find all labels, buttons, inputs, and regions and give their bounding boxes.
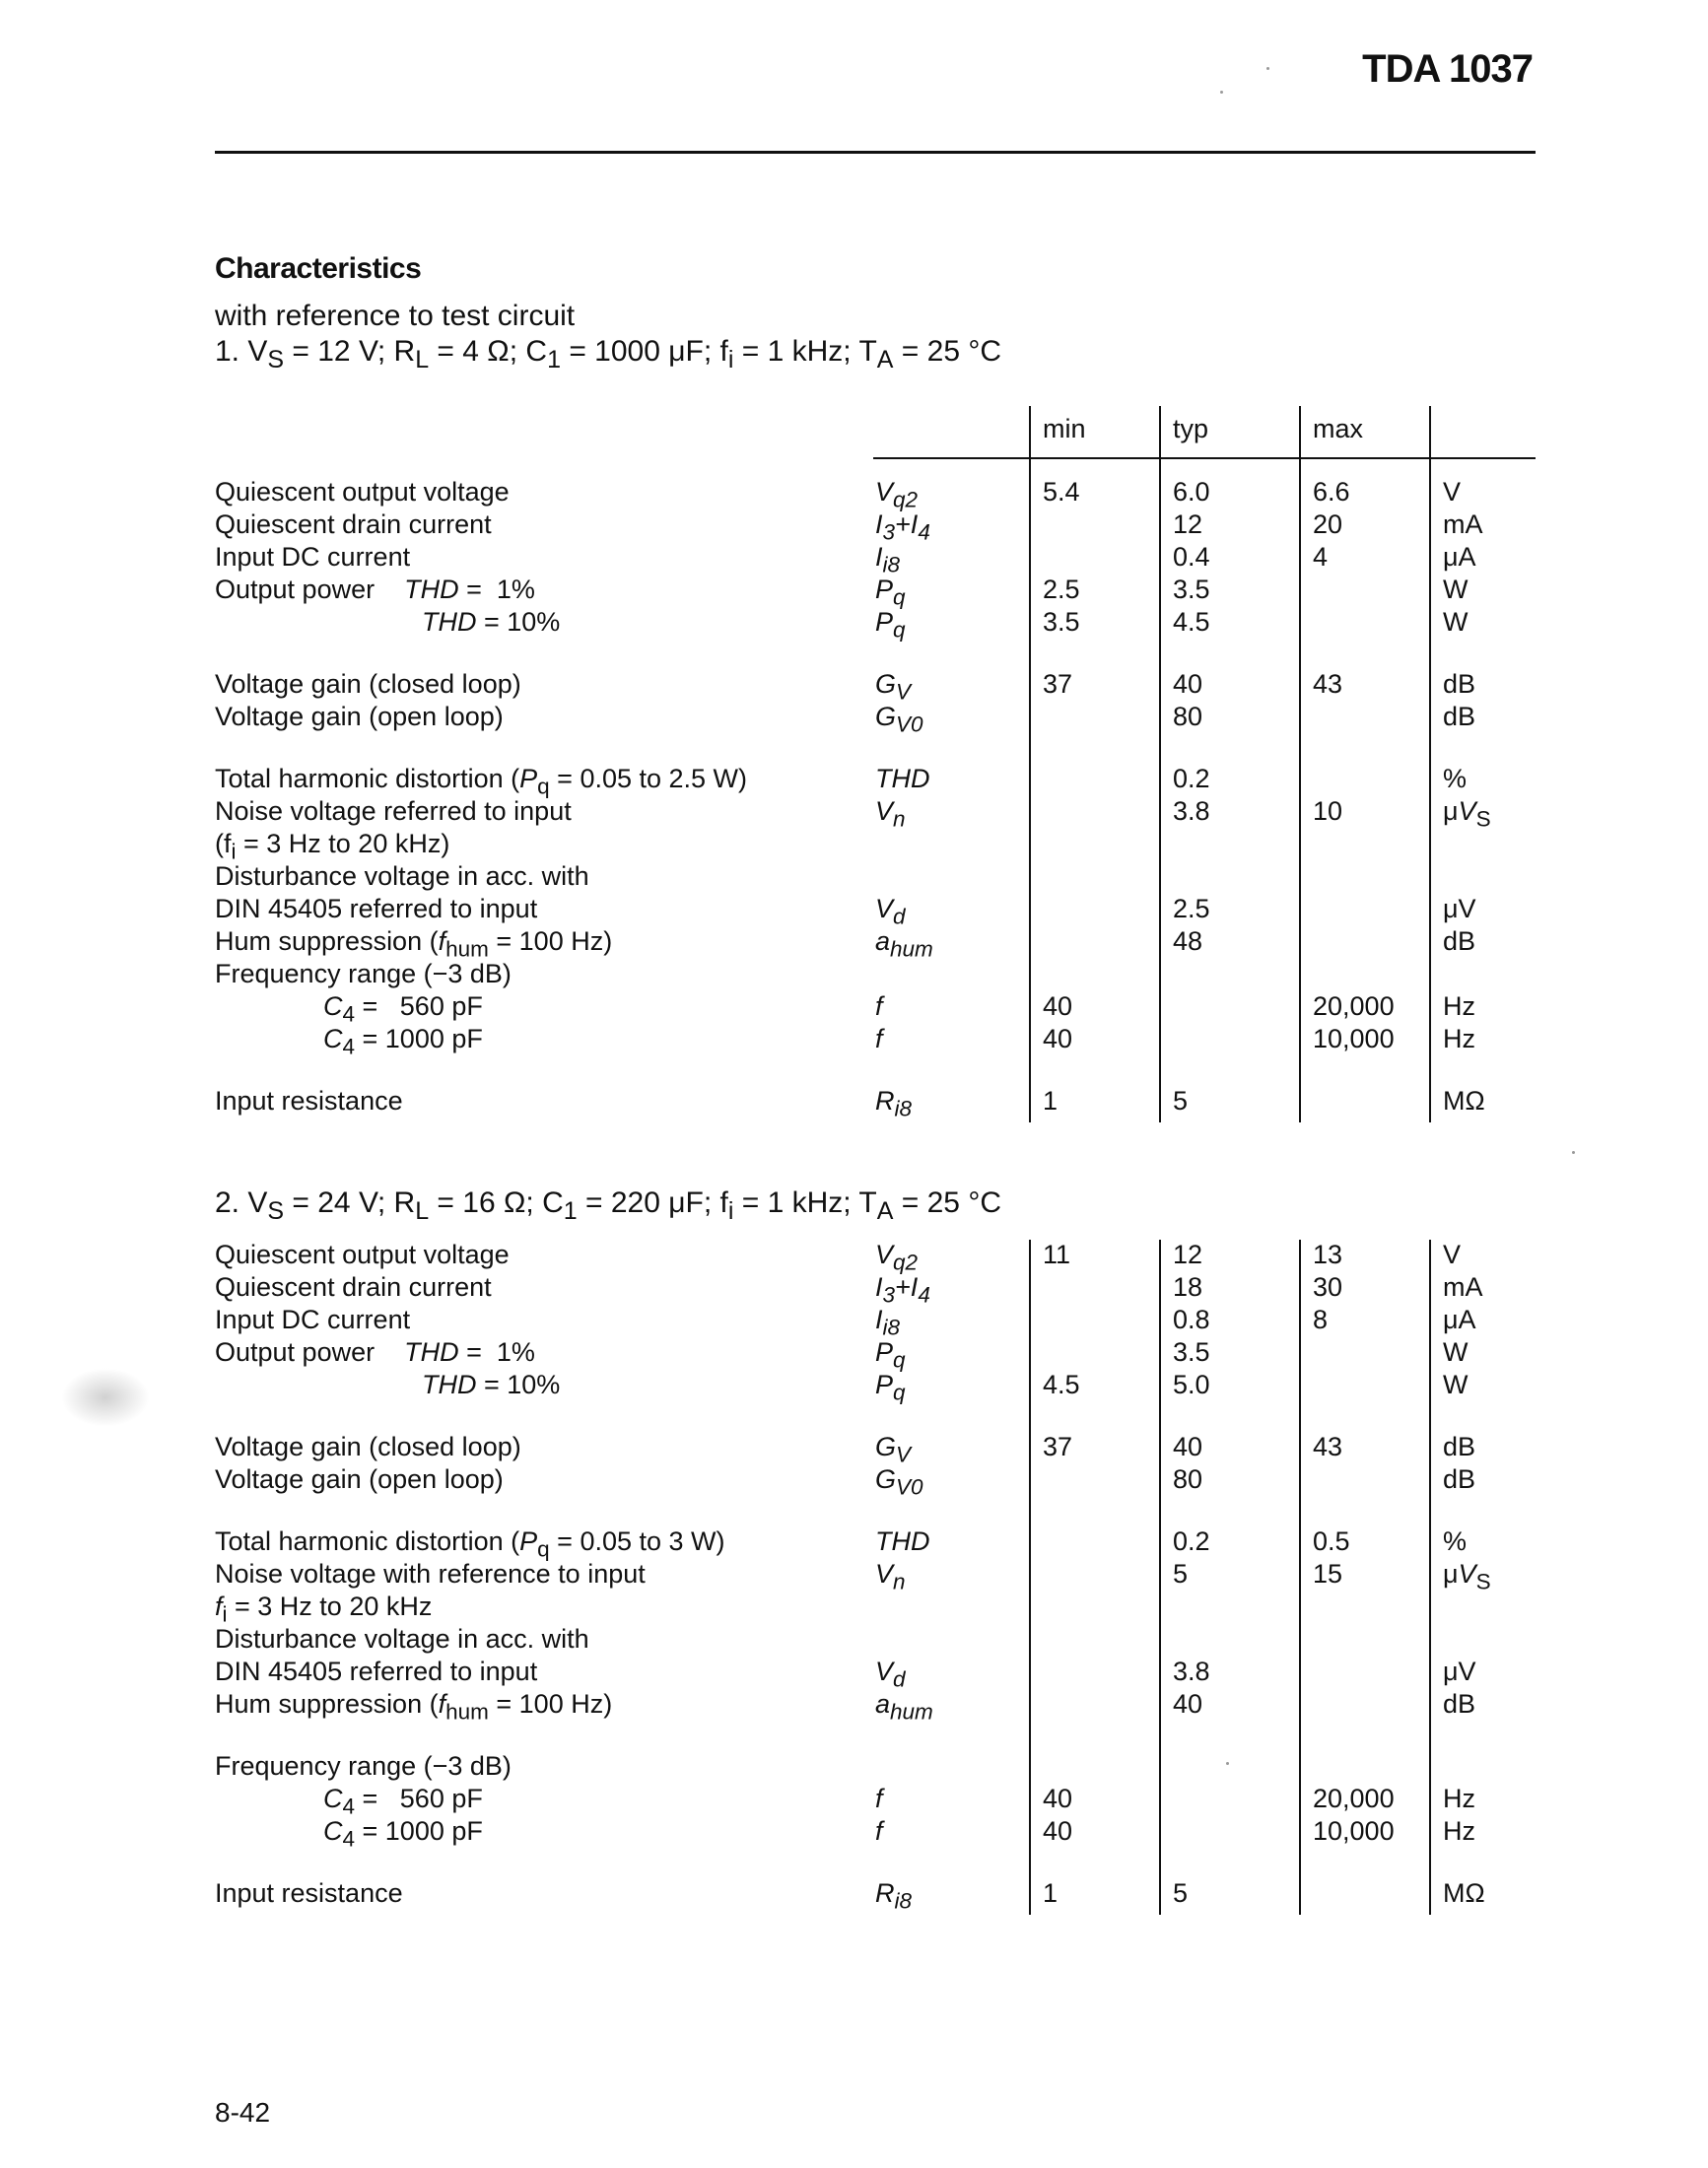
row-max: 10,000	[1313, 1024, 1395, 1053]
row-min: 40	[1043, 1784, 1073, 1813]
scan-speck	[1226, 1762, 1229, 1765]
row-symbol: f	[875, 1816, 883, 1846]
table-row	[215, 1526, 1536, 1562]
row-max: 0.5	[1313, 1526, 1350, 1556]
table-row	[215, 1624, 1536, 1657]
row-label: Total harmonic distortion ($P_q = 0.05$ to 3 W)	[215, 1526, 725, 1562]
row-symbol: $a_{hum}$	[875, 1689, 933, 1725]
row-max: 10,000	[1313, 1816, 1395, 1846]
row-unit: V	[1443, 477, 1462, 507]
table-header	[215, 406, 1536, 457]
column-min-header: min	[1043, 414, 1086, 443]
row-max: 30	[1313, 1272, 1343, 1302]
column-divider	[1029, 406, 1031, 1122]
row-typ: 3.8	[1173, 796, 1210, 826]
row-typ: 5.0	[1173, 1370, 1210, 1399]
table-row	[215, 926, 1536, 962]
column-divider	[1159, 1240, 1161, 1915]
column-max-header: max	[1313, 414, 1364, 443]
row-symbol: $V_n$	[875, 796, 906, 832]
row-symbol: f	[875, 991, 883, 1021]
row-symbol: $G_{V0}$	[875, 1464, 923, 1500]
row-typ: 5	[1173, 1086, 1189, 1116]
row-symbol: $G_{V0}$	[875, 702, 923, 737]
row-unit: MΩ	[1443, 1086, 1485, 1116]
row-label: Disturbance voltage in acc. with	[215, 1624, 589, 1654]
row-unit: W	[1443, 1337, 1469, 1367]
table-row	[215, 796, 1536, 832]
table-row	[215, 1559, 1536, 1592]
row-unit: Hz	[1443, 1784, 1475, 1813]
row-label: Quiescent drain current	[215, 1272, 492, 1302]
row-unit: μA	[1443, 542, 1476, 572]
row-label: Voltage gain (open loop)	[215, 702, 504, 731]
row-unit: dB	[1443, 1689, 1476, 1719]
section-subtitle: with reference to test circuit	[215, 300, 576, 332]
row-label: $C_4 = 1000$ pF	[323, 1024, 483, 1059]
row-symbol: THD	[875, 1526, 930, 1556]
row-label: Quiescent output voltage	[215, 1240, 510, 1269]
table-row	[215, 1592, 1536, 1627]
row-symbol: $P_q$	[875, 607, 906, 643]
row-max: 20,000	[1313, 1784, 1395, 1813]
row-label: Total harmonic distortion ($P_q = 0.05$ to 2.5 W)	[215, 764, 748, 799]
row-unit: Hz	[1443, 1024, 1475, 1053]
test-condition-2: 2. $V_S = 24$ V; $R_L = 16$ Ω; $C_1 = 220$ μF; $f_i = 1$ kHz; $T_A = 25$ °C	[215, 1186, 1001, 1225]
row-unit: V	[1443, 1240, 1462, 1269]
row-label: THD = 10%	[422, 1370, 561, 1399]
row-typ: 40	[1173, 1689, 1203, 1719]
table-row	[215, 764, 1536, 799]
row-max: 6.6	[1313, 477, 1350, 507]
row-max: 10	[1313, 796, 1343, 826]
row-symbol: $I_3+I_4$	[875, 1272, 930, 1308]
row-label: DIN 45405 referred to input	[215, 894, 538, 923]
row-unit: μV	[1443, 1657, 1476, 1686]
row-typ: 80	[1173, 702, 1203, 731]
row-unit: %	[1443, 1526, 1468, 1556]
row-label: Noise voltage referred to input	[215, 796, 572, 826]
table-row	[215, 1272, 1536, 1308]
row-unit: W	[1443, 607, 1469, 637]
table-row	[215, 575, 1536, 610]
row-typ: 12	[1173, 509, 1203, 539]
row-label: Hum suppression ($f_{hum} = 100$ Hz)	[215, 1689, 613, 1725]
table-row	[215, 542, 1536, 575]
row-min: 5.4	[1043, 477, 1080, 507]
row-symbol: $R_{i8}$	[875, 1086, 913, 1121]
row-symbol: $V_{q2}$	[875, 477, 919, 512]
row-max: 43	[1313, 1432, 1343, 1461]
row-unit: Hz	[1443, 991, 1475, 1021]
row-symbol: $P_q$	[875, 575, 906, 610]
row-typ: 48	[1173, 926, 1203, 956]
test-condition-1: 1. $V_S = 12$ V; $R_L = 4$ Ω; $C_1 = 1000$ μF; $f_i = 1$ kHz; $T_A = 25$ °C	[215, 335, 1002, 373]
column-divider	[1159, 406, 1161, 1122]
row-label: Input resistance	[215, 1878, 403, 1908]
row-symbol: $I_{i8}$	[875, 1305, 901, 1340]
row-max: 20	[1313, 509, 1343, 539]
row-label: Voltage gain (open loop)	[215, 1464, 504, 1494]
row-min: 2.5	[1043, 575, 1080, 604]
table-row	[215, 1432, 1536, 1467]
table-row	[215, 477, 1536, 512]
row-typ: 18	[1173, 1272, 1203, 1302]
row-symbol: f	[875, 1784, 883, 1813]
table-row	[215, 1751, 1536, 1784]
row-symbol: $I_3+I_4$	[875, 509, 930, 545]
row-typ: 0.2	[1173, 764, 1210, 793]
row-label: $C_4 = 560$ pF	[323, 991, 483, 1027]
row-label: Disturbance voltage in acc. with	[215, 861, 589, 891]
row-symbol: $V_d$	[875, 1657, 906, 1692]
row-typ: 40	[1173, 669, 1203, 699]
header-underline	[873, 457, 1536, 459]
row-min: 37	[1043, 1432, 1073, 1461]
row-label: Input DC current	[215, 1305, 411, 1334]
row-symbol: $a_{hum}$	[875, 926, 933, 962]
row-min: 4.5	[1043, 1370, 1080, 1399]
row-typ: 0.2	[1173, 1526, 1210, 1556]
row-unit: mA	[1443, 509, 1483, 539]
row-unit: mA	[1443, 1272, 1483, 1302]
row-max: 15	[1313, 1559, 1343, 1589]
row-label: $C_4 = 1000$ pF	[323, 1816, 483, 1852]
table-row	[215, 1240, 1536, 1275]
column-divider	[1299, 406, 1301, 1122]
row-max: 4	[1313, 542, 1329, 572]
row-max: 20,000	[1313, 991, 1395, 1021]
table-row	[215, 1024, 1536, 1059]
table-row	[215, 509, 1536, 545]
row-symbol: $I_{i8}$	[875, 542, 901, 577]
row-unit: dB	[1443, 702, 1476, 731]
row-label: Frequency range (−3 dB)	[215, 959, 512, 988]
row-symbol: $V_n$	[875, 1559, 906, 1594]
part-number: TDA 1037	[1362, 47, 1533, 91]
table-row	[215, 607, 1536, 643]
row-typ: 12	[1173, 1240, 1203, 1269]
row-typ: 2.5	[1173, 894, 1210, 923]
row-min: 1	[1043, 1878, 1059, 1908]
row-unit: W	[1443, 1370, 1469, 1399]
column-divider	[1429, 406, 1431, 1122]
row-symbol: $V_d$	[875, 894, 906, 929]
row-symbol: $P_q$	[875, 1370, 906, 1405]
row-unit: %	[1443, 764, 1468, 793]
row-symbol: $G_V$	[875, 669, 912, 705]
row-typ: 5	[1173, 1878, 1189, 1908]
row-typ: 3.8	[1173, 1657, 1210, 1686]
row-label: $C_4 = 560$ pF	[323, 1784, 483, 1819]
scan-smudge	[61, 1368, 150, 1427]
row-min: 40	[1043, 1816, 1073, 1846]
row-label: Input DC current	[215, 542, 411, 572]
row-label: Hum suppression ($f_{hum} = 100$ Hz)	[215, 926, 613, 962]
row-symbol: $R_{i8}$	[875, 1878, 913, 1914]
row-label: Output power THD = 1%	[215, 1337, 535, 1367]
header-rule	[215, 151, 1536, 154]
row-min: 40	[1043, 1024, 1073, 1053]
table-row	[215, 959, 1536, 991]
row-typ: 3.5	[1173, 1337, 1210, 1367]
table-row	[215, 1464, 1536, 1500]
row-label: Frequency range (−3 dB)	[215, 1751, 512, 1781]
row-symbol: $G_V$	[875, 1432, 912, 1467]
row-symbol: $V_{q2}$	[875, 1240, 919, 1275]
scan-speck	[1266, 67, 1269, 70]
row-unit: dB	[1443, 1464, 1476, 1494]
row-label: Noise voltage with reference to input	[215, 1559, 646, 1589]
table-row	[215, 861, 1536, 894]
row-unit: Hz	[1443, 1816, 1475, 1846]
row-label: Quiescent drain current	[215, 509, 492, 539]
row-typ: 80	[1173, 1464, 1203, 1494]
row-symbol: f	[875, 1024, 883, 1053]
row-label: Voltage gain (closed loop)	[215, 1432, 521, 1461]
scan-speck	[1572, 1151, 1575, 1154]
row-symbol: $P_q$	[875, 1337, 906, 1373]
table-row	[215, 1689, 1536, 1725]
row-label: Voltage gain (closed loop)	[215, 669, 521, 699]
row-symbol: THD	[875, 764, 930, 793]
column-typ-header: typ	[1173, 414, 1209, 443]
table-row	[215, 1370, 1536, 1405]
column-divider	[1429, 1240, 1431, 1915]
row-max: 8	[1313, 1305, 1329, 1334]
table-row	[215, 991, 1536, 1027]
column-divider	[1299, 1240, 1301, 1915]
section-title: Characteristics	[215, 252, 422, 285]
page-number: 8-42	[215, 2097, 271, 2128]
row-label: THD = 10%	[422, 607, 561, 637]
row-label: DIN 45405 referred to input	[215, 1657, 538, 1686]
table-row	[215, 1657, 1536, 1692]
row-max: 13	[1313, 1240, 1343, 1269]
row-label: Output power THD = 1%	[215, 575, 535, 604]
table-row	[215, 1784, 1536, 1819]
row-min: 3.5	[1043, 607, 1080, 637]
table-row	[215, 1816, 1536, 1852]
row-max: 43	[1313, 669, 1343, 699]
row-unit: dB	[1443, 669, 1476, 699]
row-unit: dB	[1443, 1432, 1476, 1461]
row-unit: $\mu V_S$	[1443, 796, 1491, 832]
row-min: 1	[1043, 1086, 1059, 1116]
table-row	[215, 1337, 1536, 1373]
table-row	[215, 1086, 1536, 1121]
row-typ: 40	[1173, 1432, 1203, 1461]
row-label: ($f_i = 3$ Hz to 20 kHz)	[215, 829, 450, 864]
table-row	[215, 702, 1536, 737]
row-unit: MΩ	[1443, 1878, 1485, 1908]
row-min: 40	[1043, 991, 1073, 1021]
table-row	[215, 1878, 1536, 1914]
row-label: Input resistance	[215, 1086, 403, 1116]
row-typ: 3.5	[1173, 575, 1210, 604]
row-typ: 6.0	[1173, 477, 1210, 507]
column-divider	[1029, 1240, 1031, 1915]
row-min: 11	[1043, 1240, 1071, 1269]
row-label: Quiescent output voltage	[215, 477, 510, 507]
table-row	[215, 894, 1536, 929]
row-label: $f_i = 3$ Hz to 20 kHz	[215, 1592, 433, 1627]
table-row	[215, 669, 1536, 705]
row-typ: 5	[1173, 1559, 1189, 1589]
scan-speck	[1220, 91, 1223, 94]
table-row	[215, 829, 1536, 864]
row-min: 37	[1043, 669, 1073, 699]
row-unit: dB	[1443, 926, 1476, 956]
row-typ: 0.4	[1173, 542, 1210, 572]
table-row	[215, 1305, 1536, 1340]
row-unit: μA	[1443, 1305, 1476, 1334]
row-unit: μV	[1443, 894, 1476, 923]
row-typ: 0.8	[1173, 1305, 1210, 1334]
row-unit: W	[1443, 575, 1469, 604]
row-typ: 4.5	[1173, 607, 1210, 637]
row-unit: $\mu V_S$	[1443, 1559, 1491, 1594]
